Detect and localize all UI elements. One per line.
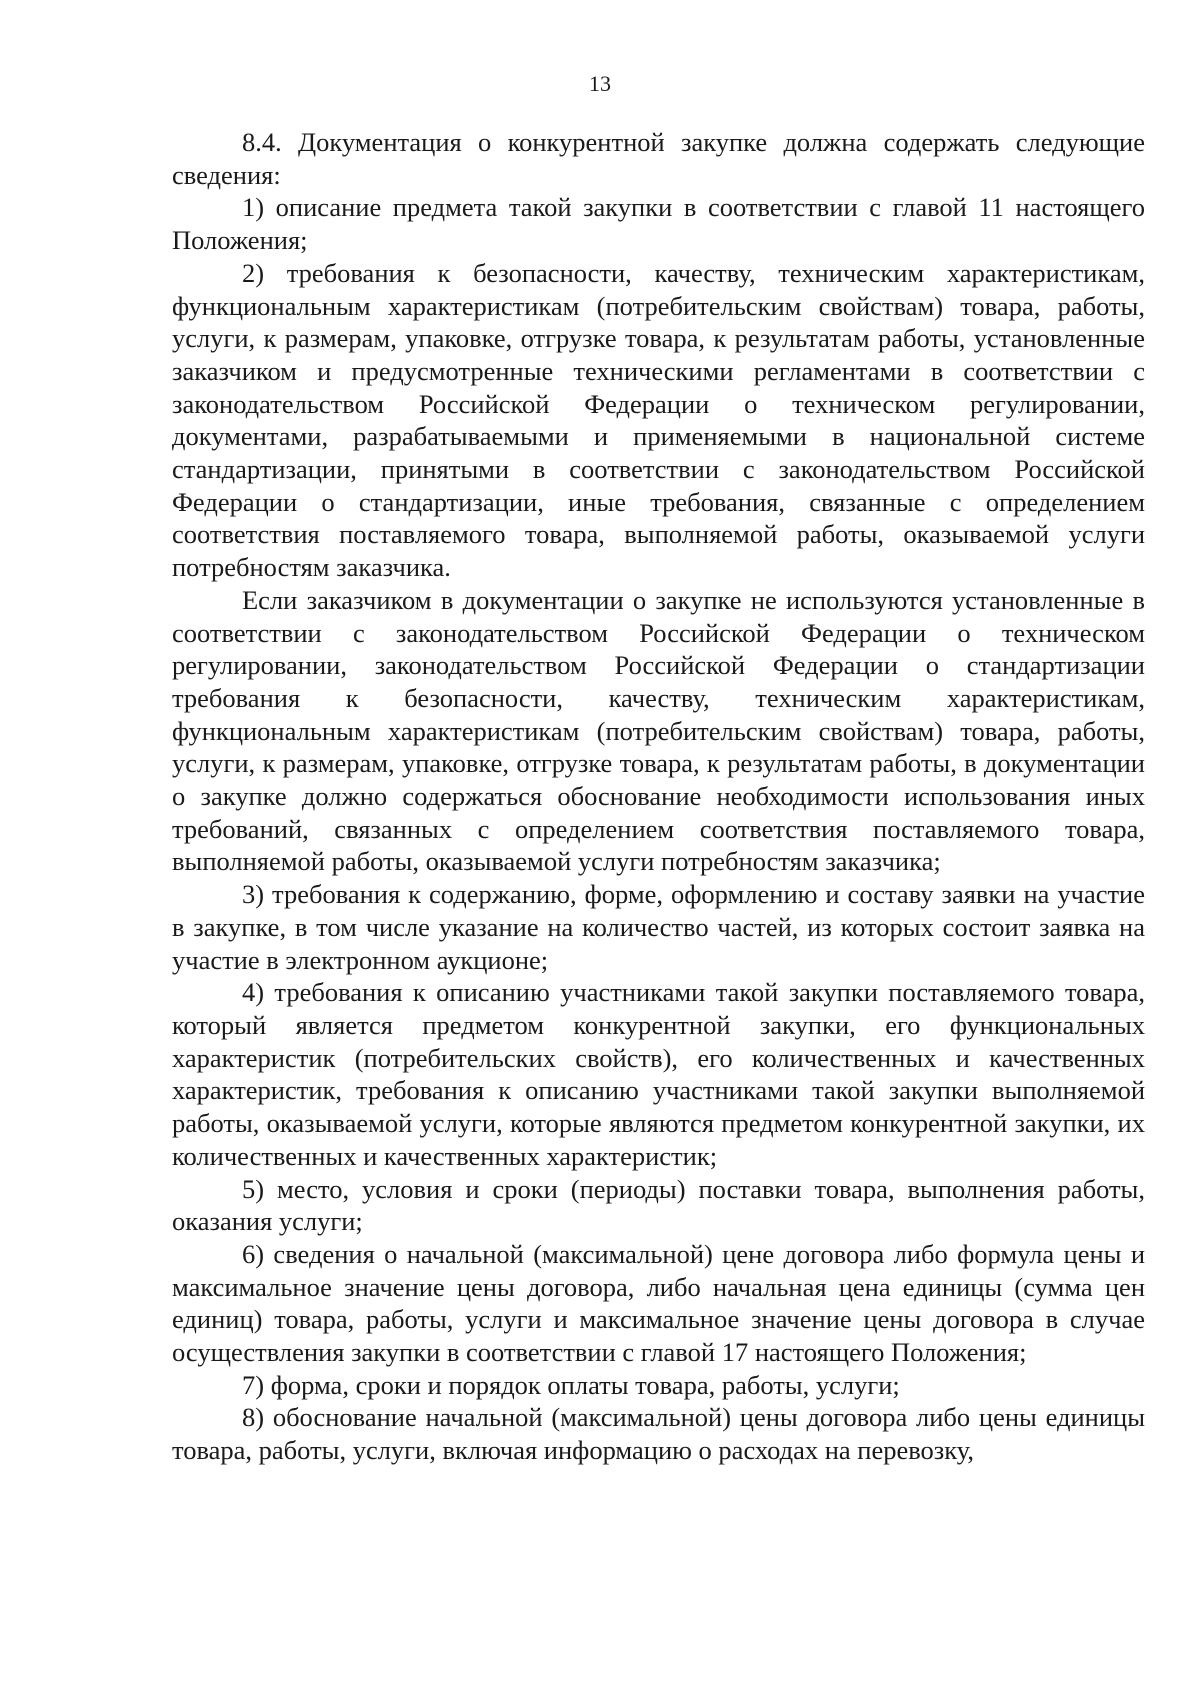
paragraph-item-2: 2) требования к безопасности, качеству, техническим характеристикам, функциональным характеристикам (потребительским свойствам) товара, работы, услуги, к размерам, упаковке, отгрузке товара, к результатам работы, установленные заказчиком и предусмотренные техническими регламентами в соответствии с законодательством Российской Федерации о техническом регулировании, документами, разрабатываемыми и применяемыми в национальной системе стандартизации, принятыми в соответствии с законодательством Российской Федерации о стандартизации, иные требования, связанные с определением соответствия поставляемого товара, выполняемой работы, оказываемой услуги потребностям заказчика.: [172, 257, 1145, 583]
paragraph-item-5: 5) место, условия и сроки (периоды) поставки товара, выполнения работы, оказания услуги;: [172, 1173, 1145, 1237]
paragraph-item-4: 4) требования к описанию участниками такой закупки поставляемого товара, который является предметом конкурентной закупки, его функциональных характеристик (потребительских свойств), его количественных и качественных характеристик, требования к описанию участниками такой закупки выполняемой работы, оказываемой услуги, которые являются предметом конкурентной закупки, их количественных и качественных характеристик;: [172, 977, 1145, 1171]
paragraph-8-4-intro: 8.4. Документация о конкурентной закупке должна содержать следующие сведения:: [172, 127, 1145, 190]
paragraph-item-3: 3) требования к содержанию, форме, оформлению и составу заявки на участие в закупке, в том числе указание на количество частей, из которых состоит заявка на участие в электронном аукционе;: [172, 879, 1145, 975]
paragraph-item-2-continuation: Если заказчиком в документации о закупке не используются установленные в соответствии с законодательством Российской Федерации о техническом регулировании, законодательством Российской Федерации о стандартизации требования к безопасности, качеству, техническим характеристикам, функциональным характеристикам (потребительским свойствам) товара, работы, услуги, к размерам, упаковке, отгрузке товара, к результатам работы, в документации о закупке должно содержаться обоснование необходимости использования иных требований, связанных с определением соответствия поставляемого товара, выполняемой работы, оказываемой услуги потребностям заказчика;: [172, 584, 1145, 877]
paragraph-item-8: 8) обоснование начальной (максимальной) цены договора либо цены единицы товара, работы, услуги, включая информацию о расходах на перевозку,: [172, 1402, 1145, 1466]
paragraph-item-1: 1) описание предмета такой закупки в соответствии с главой 11 настоящего Положения;: [172, 192, 1145, 256]
page-number: 13: [589, 71, 611, 96]
paragraph-item-6: 6) сведения о начальной (максимальной) цене договора либо формула цены и максимальное значение цены договора, либо начальная цена единицы (сумма цен единиц) товара, работы, услуги и максимальное значение цены договора в случае осуществления закупки в соответствии с главой 17 настоящего Положения;: [172, 1238, 1145, 1368]
paragraph-item-7: 7) форма, сроки и порядок оплаты товара, работы, услуги;: [242, 1369, 900, 1400]
document-body: [172, 126, 1145, 1467]
